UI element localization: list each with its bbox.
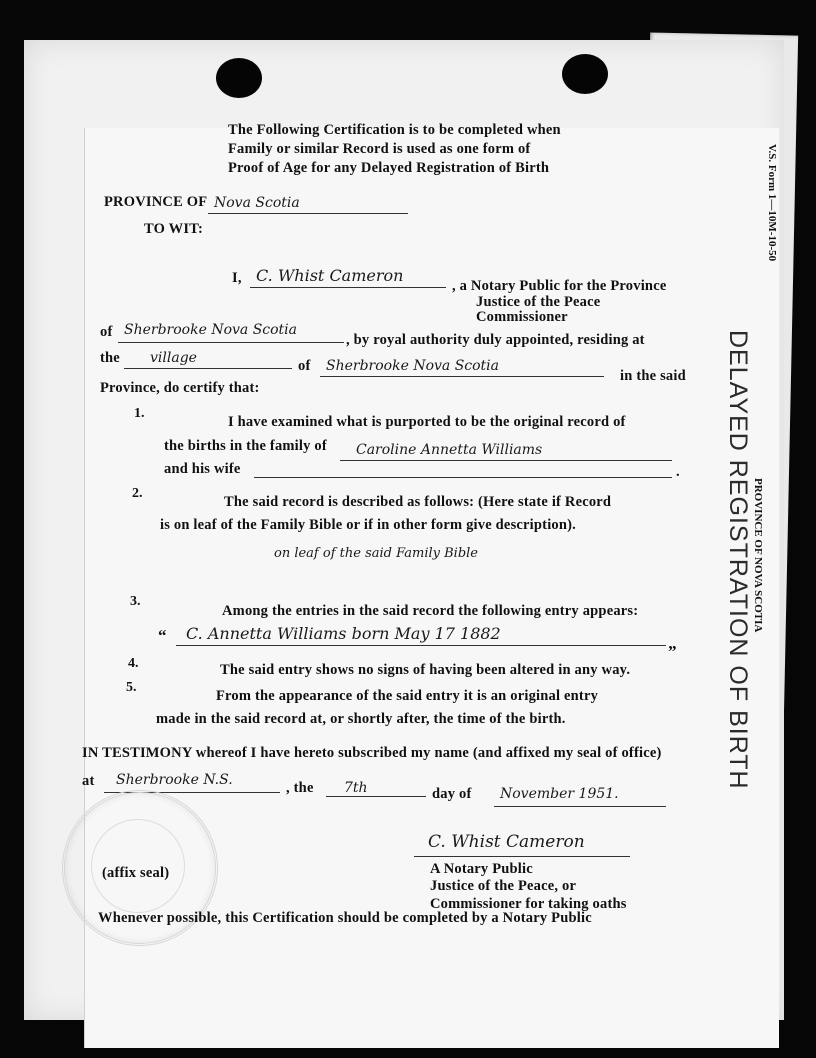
- of-line: [118, 342, 344, 343]
- testimony-place: Sherbrooke N.S.: [116, 772, 233, 788]
- testimony-month-line: [494, 806, 666, 807]
- header-line-1: The Following Certification is to be completed when: [228, 122, 561, 138]
- signature-title-1: A Notary Public: [430, 861, 533, 877]
- family-name-line: [340, 460, 672, 461]
- testimony-heading: IN TESTIMONY: [82, 745, 192, 761]
- of-value: Sherbrooke Nova Scotia: [124, 322, 298, 338]
- header-line-2: Family or similar Record is used as one form of: [228, 141, 531, 157]
- residence-place: Sherbrooke Nova Scotia: [326, 358, 500, 374]
- testimony-day-line: [326, 796, 426, 797]
- role-line-3: Commissioner: [476, 309, 568, 325]
- birth-entry: C. Annetta Williams born May 17 1882: [186, 624, 501, 643]
- form-number: V.S. Form 1—10M-10-50: [766, 144, 778, 262]
- residence-suffix: in the said: [620, 368, 686, 384]
- item-1-line-1: I have examined what is purported to be the original record of: [228, 414, 626, 430]
- punch-hole-left: [216, 58, 262, 98]
- punch-hole-right: [562, 54, 608, 94]
- item-1-number: 1.: [134, 406, 145, 421]
- wife-name-line: [254, 477, 672, 478]
- to-wit: TO WIT:: [144, 221, 204, 237]
- notary-signature: C. Whist Cameron: [428, 832, 585, 852]
- of-prefix: of: [100, 324, 113, 340]
- declarant-prefix: I,: [232, 270, 242, 286]
- residence-prefix: the: [100, 350, 120, 366]
- signature-line: [414, 856, 630, 857]
- declarant-name: C. Whist Cameron: [256, 266, 404, 285]
- signature-title-3: Commissioner for taking oaths: [430, 896, 627, 912]
- family-name: Caroline Annetta Williams: [356, 442, 543, 458]
- entry-close-quote: ”: [668, 642, 677, 661]
- residence-place-line: [320, 376, 604, 377]
- item-5-line-1: From the appearance of the said entry it is an original entry: [216, 688, 599, 704]
- item-1-line-2: the births in the family of: [164, 438, 327, 454]
- province-value: Nova Scotia: [214, 195, 300, 211]
- record-description: on leaf of the said Family Bible: [274, 546, 478, 561]
- entry-open-quote: “: [158, 626, 167, 645]
- item-2-line-2: is on leaf of the Family Bible or if in other form give description).: [160, 517, 576, 533]
- item-2-line-1: The said record is described as follows: (Here state if Record: [224, 494, 612, 510]
- item-5-number: 5.: [126, 680, 137, 695]
- affix-seal-label: (affix seal): [102, 865, 170, 881]
- testimony-text: whereof I have hereto subscribed my name (and affixed my seal of office): [191, 745, 662, 761]
- item-5-line-2: made in the said record at, or shortly after, the time of the birth.: [156, 711, 566, 727]
- item-2-number: 2.: [132, 486, 143, 501]
- header-line-3: Proof of Age for any Delayed Registration of Birth: [228, 160, 550, 176]
- role-line-2: Justice of the Peace: [476, 294, 601, 310]
- item-1-line-3: and his wife: [164, 461, 241, 477]
- role-line-1: , a Notary Public for the Province: [452, 278, 667, 294]
- testimony-the: , the: [286, 780, 314, 796]
- testimony-day: 7th: [344, 780, 368, 796]
- item-1-period: .: [676, 464, 680, 480]
- province-side-label: PROVINCE OF NOVA SCOTIA: [752, 478, 764, 633]
- province-label: PROVINCE OF: [104, 194, 208, 210]
- delayed-registration-title: DELAYED REGISTRATION OF BIRTH: [724, 330, 752, 790]
- signature-title-2: Justice of the Peace, or: [430, 878, 577, 894]
- province-line: [208, 213, 408, 214]
- certify-text: Province, do certify that:: [100, 380, 260, 396]
- declarant-line: [250, 287, 446, 288]
- item-3-number: 3.: [130, 594, 141, 609]
- residence-type: village: [150, 350, 197, 366]
- testimony-line-1: [82, 745, 662, 762]
- birth-entry-line: [176, 645, 666, 646]
- appointment-text: , by royal authority duly appointed, residing at: [346, 332, 645, 348]
- testimony-month-year: November 1951.: [500, 786, 619, 802]
- item-3-line-1: Among the entries in the said record the following entry appears:: [222, 603, 639, 619]
- footer-note: Whenever possible, this Certification should be completed by a Notary Public: [98, 910, 592, 926]
- residence-of: of: [298, 358, 311, 374]
- item-4-line-1: The said entry shows no signs of having been altered in any way.: [220, 662, 631, 678]
- item-4-number: 4.: [128, 656, 139, 671]
- residence-type-line: [124, 368, 292, 369]
- testimony-at: at: [82, 773, 95, 789]
- testimony-day-of: day of: [432, 786, 472, 802]
